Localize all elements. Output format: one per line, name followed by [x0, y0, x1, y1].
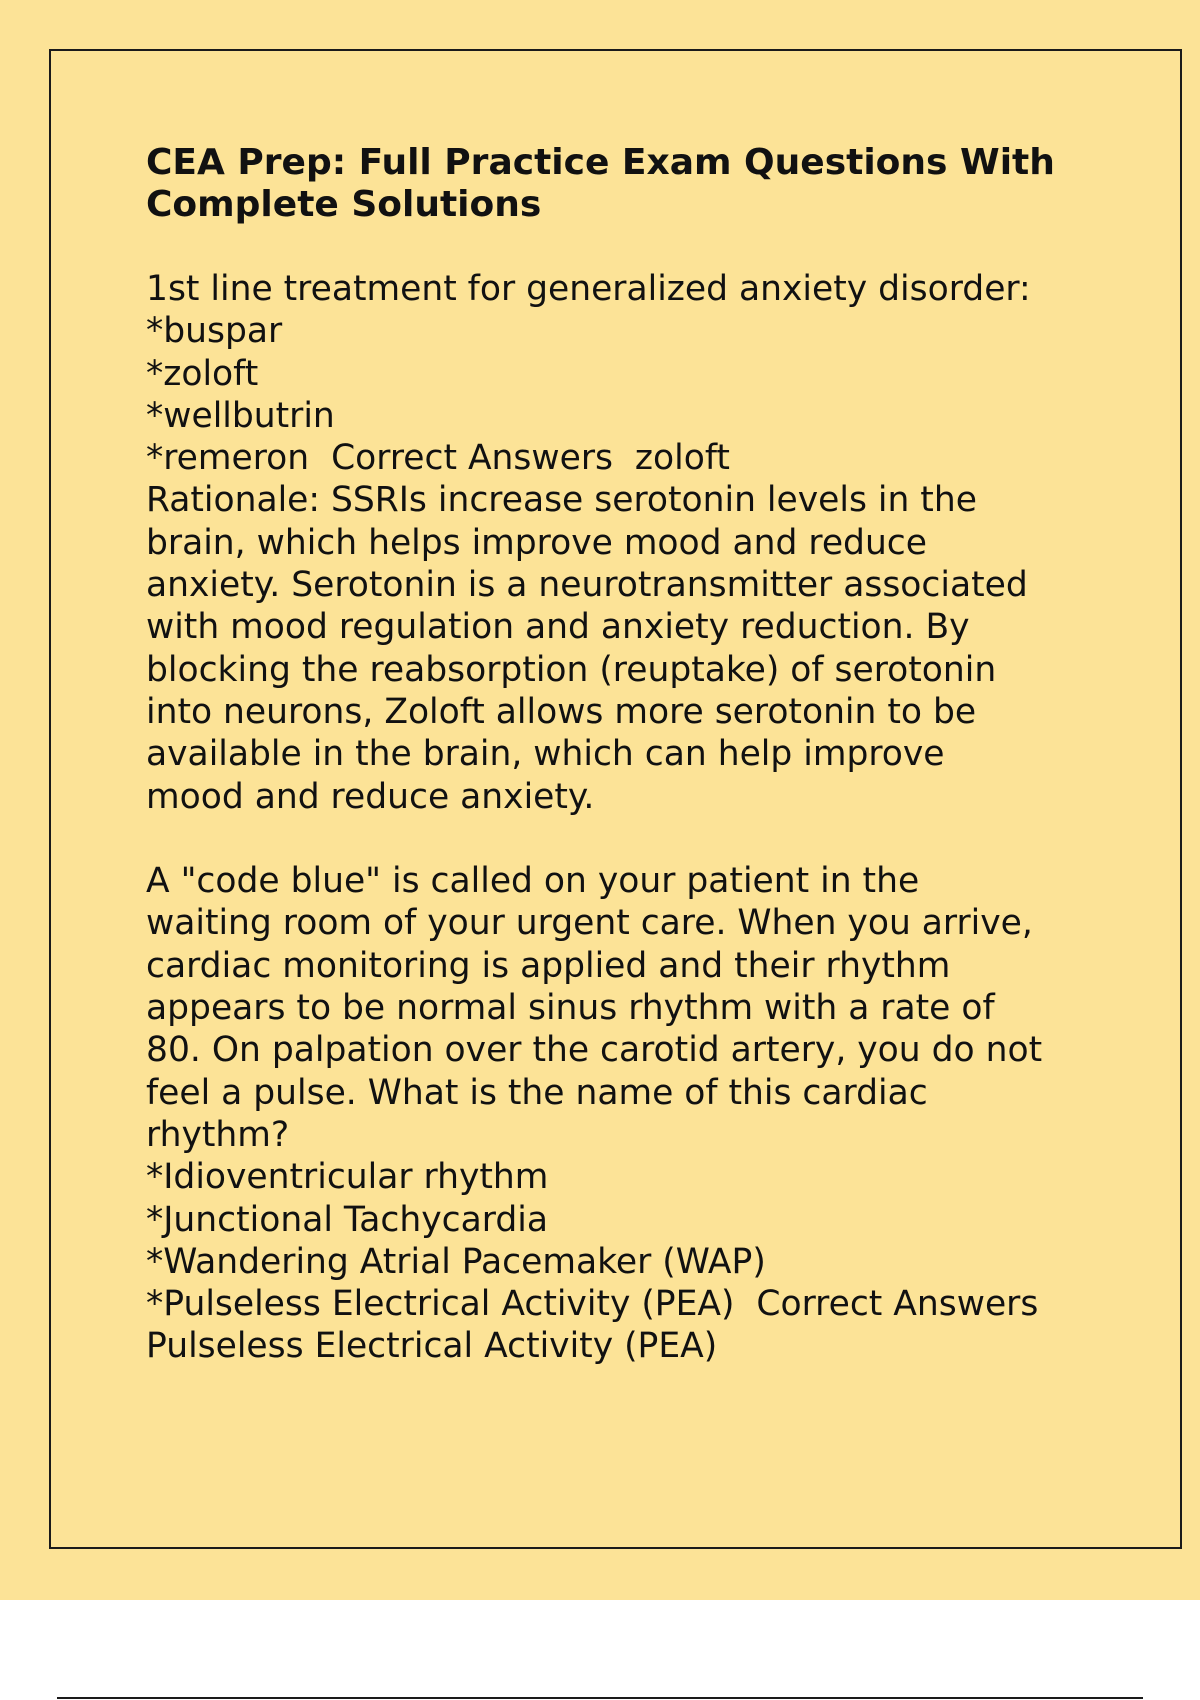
answer-option: *Idioventricular rhythm [146, 1157, 549, 1198]
answer-option: *Junctional Tachycardia [146, 1199, 548, 1240]
rationale-line: blocking the reabsorption (reuptake) of serotonin [146, 649, 997, 690]
rationale-line: available in the brain, which can help improve [146, 734, 945, 775]
question-text-line: 80. On palpation over the carotid artery, you do not [146, 1030, 1043, 1071]
question-text-line: rhythm? [146, 1114, 290, 1155]
question-block-1 [146, 268, 1106, 818]
answer-option: *Wandering Atrial Pacemaker (WAP) [146, 1241, 766, 1282]
correct-answer-line: Pulseless Electrical Activity (PEA) [146, 1326, 718, 1367]
question-text-line: waiting room of your urgent care. When you arrive, [146, 903, 1033, 944]
paragraph-gap [146, 818, 1106, 860]
rationale-line: brain, which helps improve mood and reduce [146, 522, 928, 563]
rationale-line: anxiety. Serotonin is a neurotransmitter associated [146, 565, 1028, 606]
footer-rule [57, 1697, 1143, 1699]
question-text-line: A "code blue" is called on your patient in the [146, 861, 920, 902]
rationale-line: mood and reduce anxiety. [146, 776, 595, 817]
answer-option: *buspar [146, 311, 283, 352]
question-text-line: feel a pulse. What is the name of this cardiac [146, 1072, 928, 1113]
question-text-line: 1st line treatment for generalized anxiety disorder: [146, 269, 1031, 309]
answer-option: *zoloft [146, 353, 259, 394]
answer-option: *wellbutrin [146, 395, 335, 436]
question-text-line: cardiac monitoring is applied and their rhythm [146, 945, 951, 986]
question-text-line: appears to be normal sinus rhythm with a rate of [146, 988, 995, 1029]
document-content [146, 142, 1106, 1368]
rationale-line: Rationale: SSRIs increase serotonin levels in the [146, 480, 977, 521]
question-block-2 [146, 860, 1106, 1368]
rationale-line: with mood regulation and anxiety reduction. By [146, 607, 970, 648]
answer-option-with-correct-answer: *remeron Correct Answers zoloft [146, 438, 730, 479]
title-line: Complete Solutions [146, 184, 542, 225]
title-line: CEA Prep: Full Practice Exam Questions With [146, 142, 1055, 183]
document-title [146, 142, 1106, 226]
answer-option-with-correct-answer: *Pulseless Electrical Activity (PEA) Correct Answers [146, 1284, 1039, 1325]
rationale-line: into neurons, Zoloft allows more serotonin to be [146, 691, 977, 732]
